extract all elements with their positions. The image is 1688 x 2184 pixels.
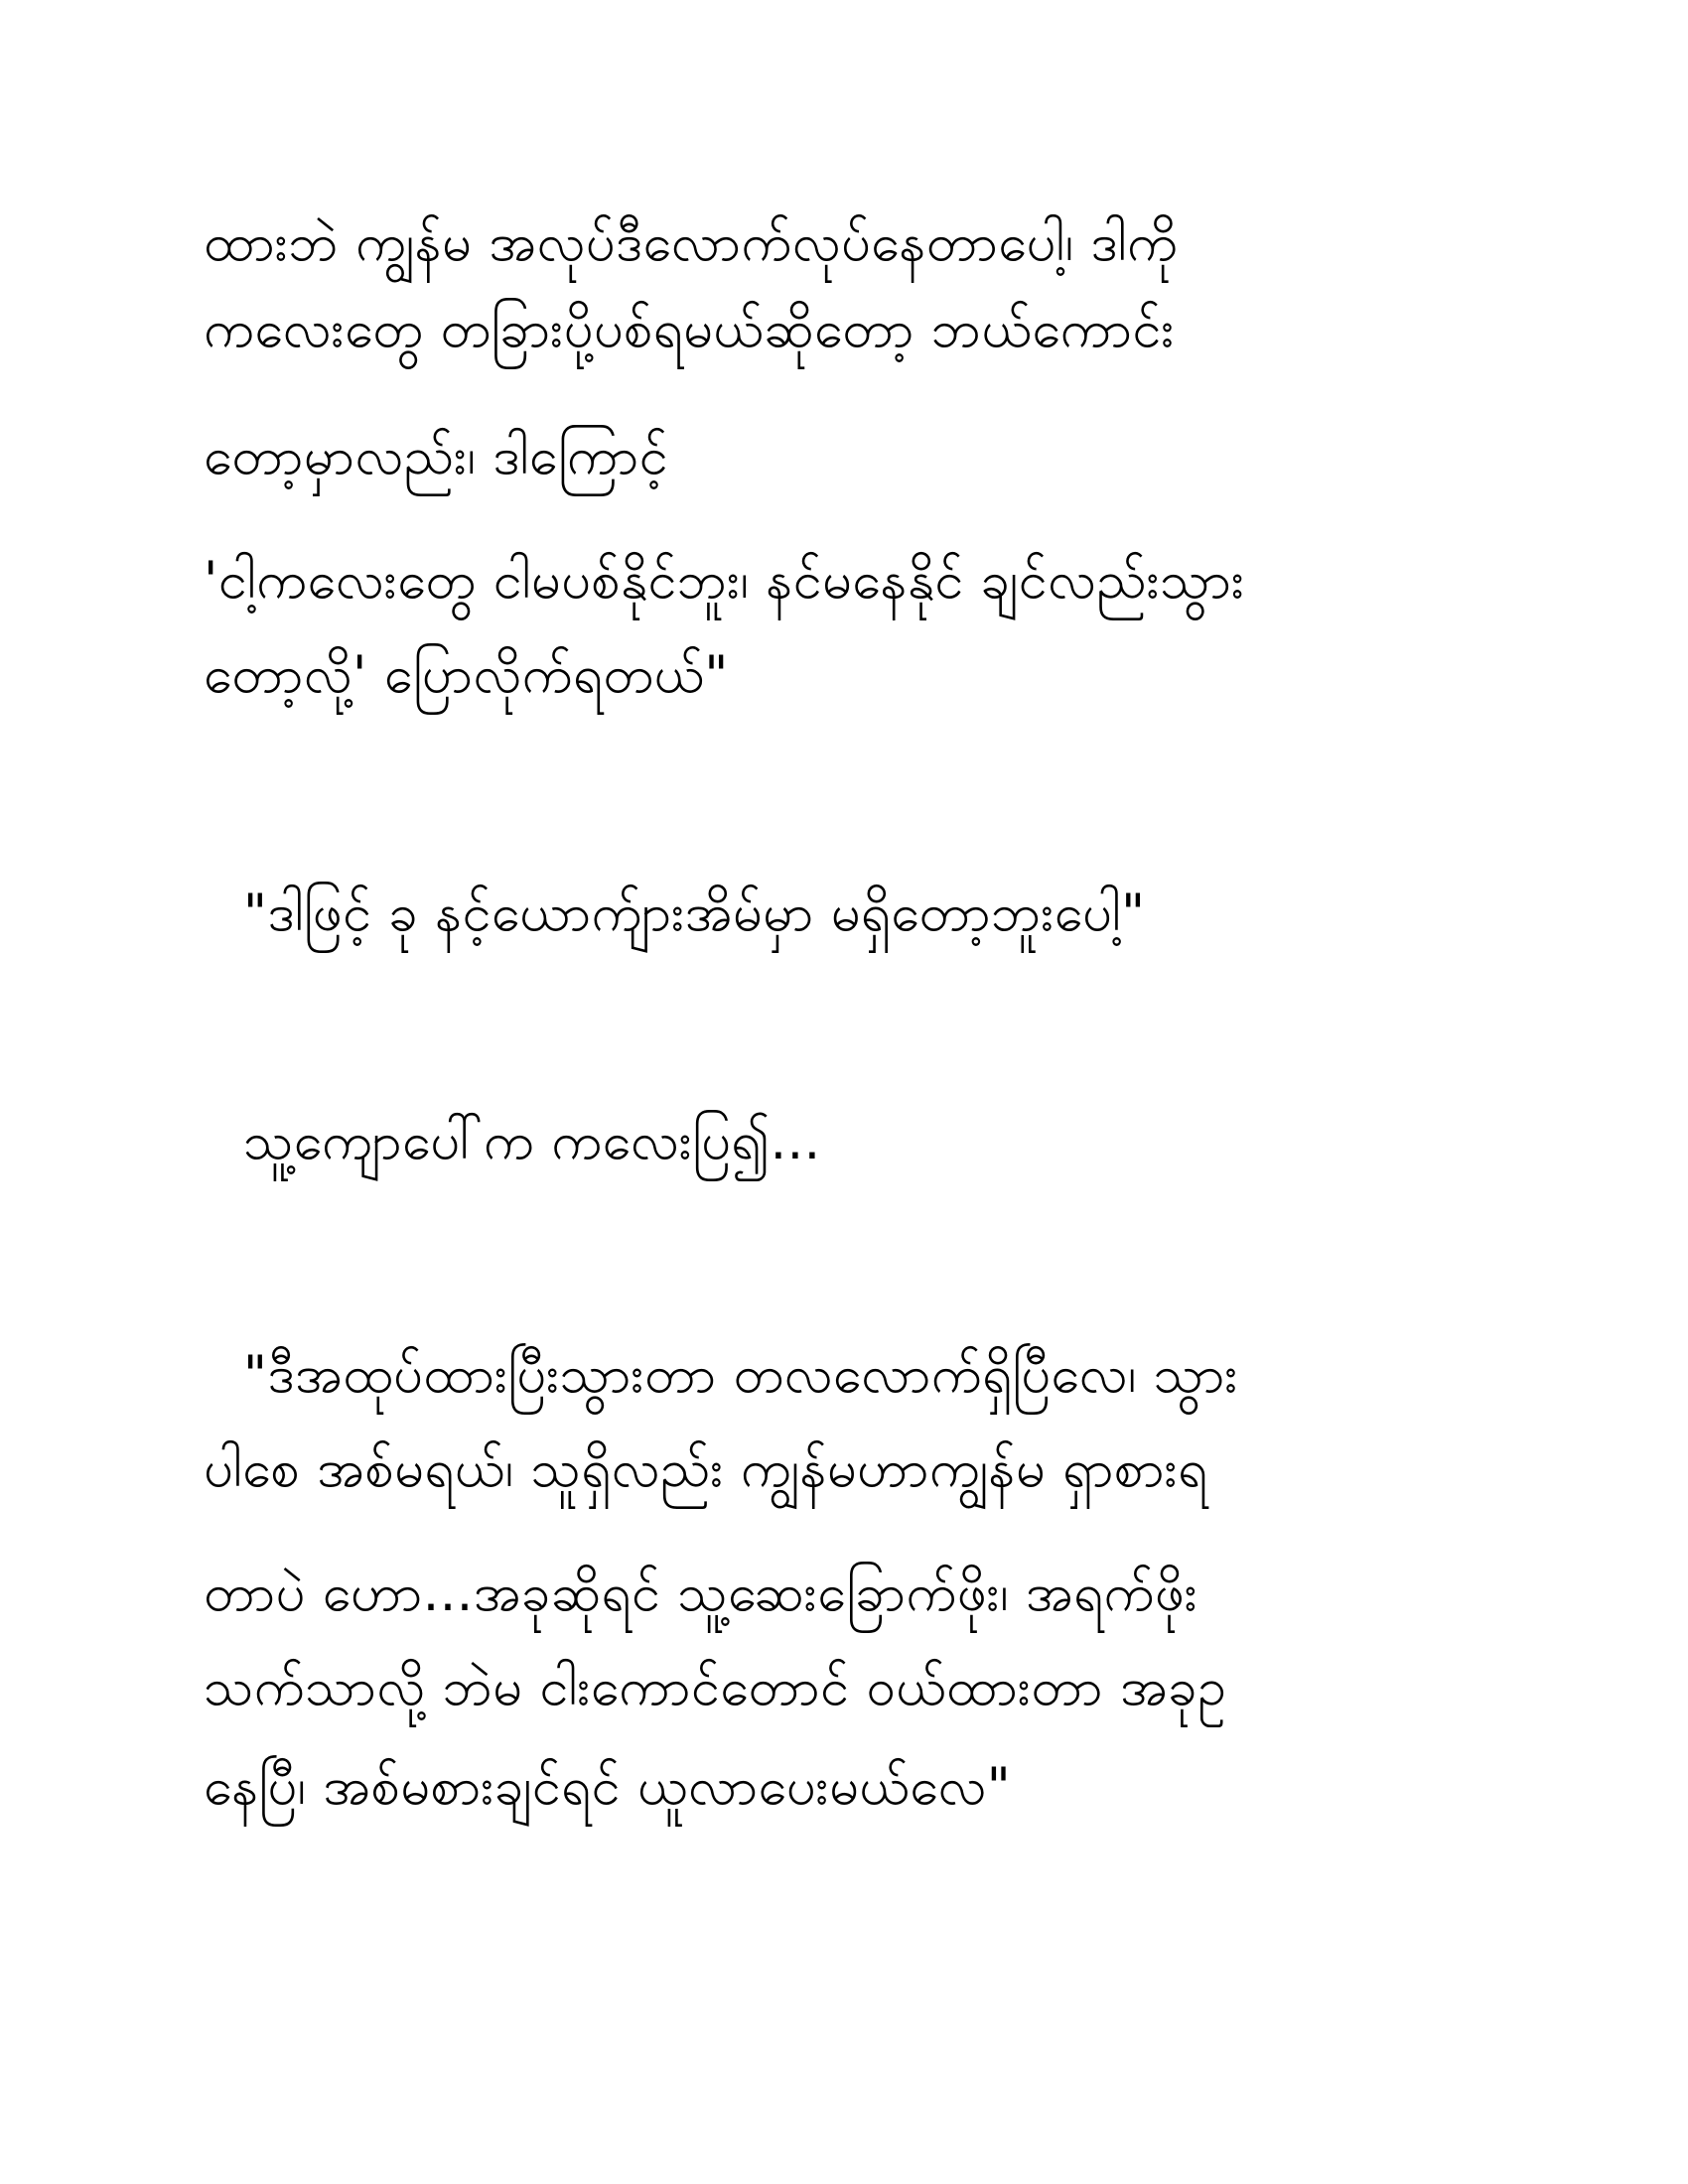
paragraph-1-line-5: တော့လို့' ပြောလိုက်ရတယ်" <box>204 645 729 705</box>
paragraph-4-line-3: တာပဲ ဟော...အခုဆိုရင် သူ့ဆေးခြောက်ဖိုး၊ အရက်ဖိုး <box>204 1564 1198 1623</box>
paragraph-2-line-1: "ဒါဖြင့် ခု နင့်ယောက်ျားအိမ်မှာ မရှိတော့ဘူးပေါ့" <box>243 884 1146 943</box>
paragraph-4-line-2: ပါစေ အစ်မရယ်၊ သူရှိလည်း ကျွန်မဟာကျွန်မ ရှာစားရ <box>204 1439 1208 1499</box>
paragraph-3-line-1: သူ့ကျောပေါ်က ကလေးပြ၍... <box>243 1112 821 1171</box>
paragraph-4-line-1: "ဒီအထုပ်ထားပြီးသွားတာ တလလောက်ရှိပြီလေ၊ သွား <box>243 1345 1239 1405</box>
paragraph-1-line-1: ထားဘဲ ကျွန်မ အလုပ်ဒီလောက်လုပ်နေတာပေါ့၊ ဒါကို <box>204 213 1179 273</box>
paragraph-4-line-5: နေပြီ၊ အစ်မစားချင်ရင် ယူလာပေးမယ်လေ" <box>204 1757 1012 1817</box>
paragraph-4-line-4: သက်သာလို့ ဘဲမ ငါးကောင်တောင် ဝယ်ထားတာ အခုဥ <box>204 1658 1227 1717</box>
paragraph-1-line-2: ကလေးတွေ တခြားပို့ပစ်ရမယ်ဆိုတော့ ဘယ်ကောင်း <box>204 300 1175 359</box>
paragraph-1-line-4: 'ငါ့ကလေးတွေ ငါမပစ်နိုင်ဘူး၊ နင်မနေနိုင် ချင်လည်းသွား <box>204 551 1245 611</box>
paragraph-1-line-3: တော့မှာလည်း၊ ဒါကြောင့် <box>204 427 669 486</box>
